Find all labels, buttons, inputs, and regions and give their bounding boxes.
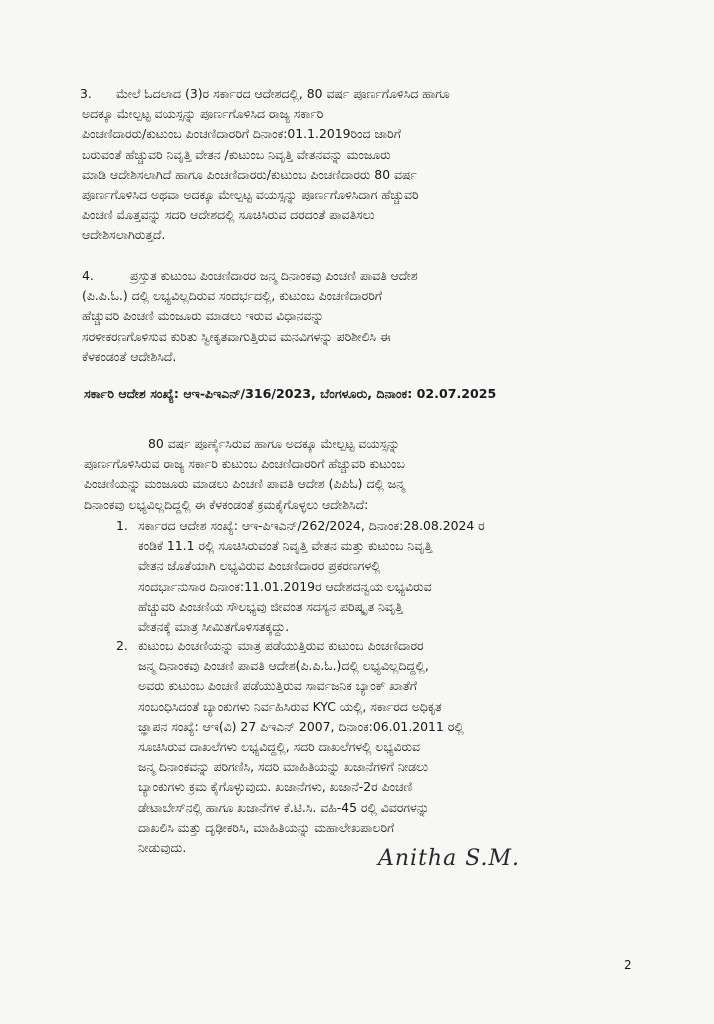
list-item bbox=[116, 636, 632, 858]
text-line: ಆದೇಶಿಸಲಾಗಿರುತ್ತದೆ. bbox=[82, 227, 166, 243]
page-number: 2 bbox=[624, 958, 632, 972]
paragraph-3 bbox=[80, 84, 632, 246]
text-line: ಪ್ರಸ್ತುತ ಕುಟುಂಬ ಪಿಂಚಣಿದಾರರ ಜನ್ಮ ದಿನಾಂಕವು ಪಿಂಚಣಿ ಪಾವತಿ ಆದೇಶ bbox=[130, 268, 418, 283]
text-line: ಪೂರ್ಣಗೊಳಿಸಿರುವ ರಾಜ್ಯ ಸರ್ಕಾರಿ ಕುಟುಂಬ ಪಿಂಚಣಿದಾರರಿಗೆ ಹೆಚ್ಚುವರಿ ಕುಟುಂಬ bbox=[84, 456, 405, 472]
paragraph-number: 4. bbox=[82, 268, 94, 283]
text-line: ವೇತನ ಜೊತೆಯಾಗಿ ಲಭ್ಯವಿರುವ ಪಿಂಚಣಿದಾರರ ಪ್ರಕರಣಗಳಲ್ಲಿ bbox=[138, 558, 381, 574]
text-line: ಸೂಚಿಸಿರುವ ದಾಖಲೆಗಳು ಲಭ್ಯವಿದ್ದಲ್ಲಿ, ಸದರಿ ದಾಖಲೆಗಳಲ್ಲಿ ಲಭ್ಯವಿರುವ bbox=[138, 739, 420, 755]
text-line: ದಿನಾಂಕವು ಲಭ್ಯವಿಲ್ಲದಿದ್ದಲ್ಲಿ ಈ ಕೆಳಕಂಡಂತೆ ಕ್ರಮಕೈಗೊಳ್ಳಲು ಆದೇಶಿಸಿದೆ: bbox=[84, 496, 369, 512]
text-line: ಮಾಡಿ ಆದೇಶಿಸಲಾಗಿದೆ ಹಾಗೂ ಪಿಂಚಣಿದಾರರು/ಕುಟುಂಬ ಪಿಂಚಣಿದಾರರು 80 ವರ್ಷ bbox=[82, 166, 417, 182]
paragraph-number: 3. bbox=[80, 86, 92, 101]
text-line: ಸಂಬಂಧಿಸಿದಂತೆ ಬ್ಯಾಂಕುಗಳು ನಿರ್ವಹಿಸಿರುವ KYC ಯಲ್ಲಿ, ಸರ್ಕಾರದ ಅಧಿಕೃತ bbox=[138, 698, 442, 714]
text-line: ಬರುವಂತೆ ಹೆಚ್ಚುವರಿ ನಿವೃತ್ತಿ ವೇತನ /ಕುಟುಂಬ ನಿವೃತ್ತಿ ವೇತನವನ್ನು ಮಂಜೂರು bbox=[82, 146, 391, 162]
signature: Anitha S.M. bbox=[378, 846, 521, 871]
text-line: ಅದಕ್ಕೂ ಮೇಲ್ಪಟ್ಟ ವಯಸ್ಸನ್ನು ಪೂರ್ಣಗೊಳಿಸಿದ ರಾಜ್ಯ ಸರ್ಕಾರಿ bbox=[82, 106, 324, 122]
text-line: ಪಿಂಚಣಿಯನ್ನು ಮಂಜೂರು ಮಾಡಲು ಪಿಂಚಣಿ ಪಾವತಿ ಆದೇಶ (ಪಿಪಿಓ) ದಲ್ಲಿ ಜನ್ಮ bbox=[84, 476, 405, 492]
list-item bbox=[116, 516, 632, 637]
text-line: ಕುಟುಂಬ ಪಿಂಚಣಿಯನ್ನು ಮಾತ್ರ ಪಡೆಯುತ್ತಿರುವ ಕುಟುಂಬ ಪಿಂಚಣಿದಾರರ bbox=[138, 638, 424, 653]
text-line: ಹೆಚ್ಚುವರಿ ಪಿಂಚಣಿ ಮಂಜೂರು ಮಾಡಲು ಇರುವ ವಿಧಾನವನ್ನು bbox=[82, 308, 324, 324]
text-line: ನೀಡುವುದು. bbox=[138, 840, 187, 856]
text-line: ಕೆಳಕಂಡಂತೆ ಆದೇಶಿಸಿದೆ. bbox=[82, 348, 177, 364]
list-marker: 1. bbox=[116, 518, 128, 533]
paragraph-4 bbox=[82, 266, 630, 367]
text-line: ಕಂಡಿಕೆ 11.1 ರಲ್ಲಿ ಸೂಚಿಸಿರುವಂತೆ ನಿವೃತ್ತಿ ವೇತನ ಮತ್ತು ಕುಟುಂಬ ನಿವೃತ್ತಿ bbox=[138, 538, 433, 554]
text-line: (ಪಿ.ಪಿ.ಓ.) ದಲ್ಲಿ ಲಭ್ಯವಿಲ್ಲದಿರುವ ಸಂದರ್ಭದಲ್ಲಿ, ಕುಟುಂಬ ಪಿಂಚಣಿದಾರರಿಗೆ bbox=[82, 288, 382, 304]
text-line: ವೇತನಕ್ಕೆ ಮಾತ್ರ ಸೀಮಿತಗೊಳಿಸತಕ್ಕದ್ದು. bbox=[138, 619, 290, 635]
text-line: ಬ್ಯಾಂಕುಗಳು ಕ್ರಮ ಕೈಗೊಳ್ಳುವುದು. ಖಜಾನೆಗಳು, ಖಜಾನೆ-2ರ ಪಿಂಚಣಿ bbox=[138, 779, 413, 795]
text-line: ಹೆಚ್ಚುವರಿ ಪಿಂಚಣಿಯ ಸೌಲಭ್ಯವು ಜೀವಂತ ಸದಸ್ಯನ ಪರಿಷ್ಕೃತ ನಿವೃತ್ತಿ bbox=[138, 598, 403, 614]
text-line: ಡೇಟಾಬೇಸ್‌ನಲ್ಲಿ ಹಾಗೂ ಖಜಾನೆಗಳ ಕೆ.ಟಿ.ಸಿ. ವಹಿ-45 ರಲ್ಲಿ ವಿವರಗಳನ್ನು bbox=[138, 799, 430, 815]
text-line: ಅವರು ಕುಟುಂಬ ಪಿಂಚಣಿ ಪಡೆಯುತ್ತಿರುವ ಸಾರ್ವಜನಿಕ ಬ್ಯಾಂಕ್ ಖಾತೆಗೆ bbox=[138, 678, 417, 694]
text-line: ಸಂದರ್ಭಾನುಸಾರ ದಿನಾಂಕ:11.01.2019ರ ಆದೇಶದನ್ವಯ ಲಭ್ಯವಿರುವ bbox=[138, 578, 432, 594]
text-line: ಸರಳೀಕರಣಗೊಳಿಸುವ ಕುರಿತು ಸ್ವೀಕೃತವಾಗುತ್ತಿರುವ ಮನವಿಗಳನ್ನು ಪರಿಶೀಲಿಸಿ ಈ bbox=[82, 328, 391, 344]
text-line: ಜ್ಞಾಪನ ಸಂಖ್ಯೆ: ಆಇ(ವಿ) 27 ಪಿಇಎನ್ 2007, ದಿನಾಂಕ:06.01.2011 ರಲ್ಲಿ bbox=[138, 718, 464, 734]
text-line: 80 ವರ್ಷ ಪೂರ್ಣೈಸಿರುವ ಹಾಗೂ ಅದಕ್ಕೂ ಮೇಲ್ಪಟ್ಟ ವಯಸ್ಸನ್ನು bbox=[148, 436, 400, 451]
text-line: ಜನ್ಮ ದಿನಾಂಕವು ಪಿಂಚಣಿ ಪಾವತಿ ಆದೇಶ(ಪಿ.ಪಿ.ಓ.)ದಲ್ಲಿ ಲಭ್ಯವಿಲ್ಲದಿದ್ದಲ್ಲಿ, bbox=[138, 658, 429, 674]
order-heading: ಸರ್ಕಾರಿ ಆದೇಶ ಸಂಖ್ಯೆ: ಆಇ-ಪಿಇಎನ್/316/2023, ಬೆಂಗಳೂರು, ದಿನಾಂಕ: 02.07.2025 bbox=[84, 386, 497, 401]
text-line: ಜನ್ಮ ದಿನಾಂಕವನ್ನು ಪರಿಗಣಿಸಿ, ಸದರಿ ಮಾಹಿತಿಯನ್ನು ಖಜಾನೆಗಳಿಗೆ ನೀಡಲು bbox=[138, 759, 429, 775]
text-line: ಪೂರ್ಣಗೊಳಿಸಿದ ಅಥವಾ ಅದಕ್ಕೂ ಮೇಲ್ಪಟ್ಟ ವಯಸ್ಸನ್ನು ಪೂರ್ಣಗೊಳಿಸಿದಾಗ ಹೆಚ್ಚುವರಿ bbox=[82, 187, 419, 203]
text-line: ಮೇಲೆ ಓದಲಾದ (3)ರ ಸರ್ಕಾರದ ಆದೇಶದಲ್ಲಿ, 80 ವರ್ಷ ಪೂರ್ಣಗೊಳಿಸಿದ ಹಾಗೂ bbox=[116, 86, 450, 101]
text-line: ಪಿಂಚಣಿದಾರರು/ಕುಟುಂಬ ಪಿಂಚಣಿದಾರರಿಗೆ ದಿನಾಂಕ:01.1.2019ರಿಂದ ಜಾರಿಗೆ bbox=[82, 126, 401, 142]
text-line: ದಾಖಲಿಸಿ ಮತ್ತು ದೃಢೀಕರಿಸಿ, ಮಾಹಿತಿಯನ್ನು ಮಹಾಲೇಖಪಾಲರಿಗೆ bbox=[138, 819, 395, 835]
text-line: ಸರ್ಕಾರದ ಆದೇಶ ಸಂಖ್ಯೆ: ಆಇ-ಪಿಇಎನ್/262/2024, ದಿನಾಂಕ:28.08.2024 ರ bbox=[138, 518, 485, 533]
text-line: ಪಿಂಚಣಿ ಮೊತ್ತವನ್ನು ಸದರಿ ಆದೇಶದಲ್ಲಿ ಸೂಚಿಸಿರುವ ದರದಂತೆ ಪಾವತಿಸಲು bbox=[82, 207, 375, 223]
list-marker: 2. bbox=[116, 638, 128, 653]
order-intro bbox=[84, 434, 630, 515]
